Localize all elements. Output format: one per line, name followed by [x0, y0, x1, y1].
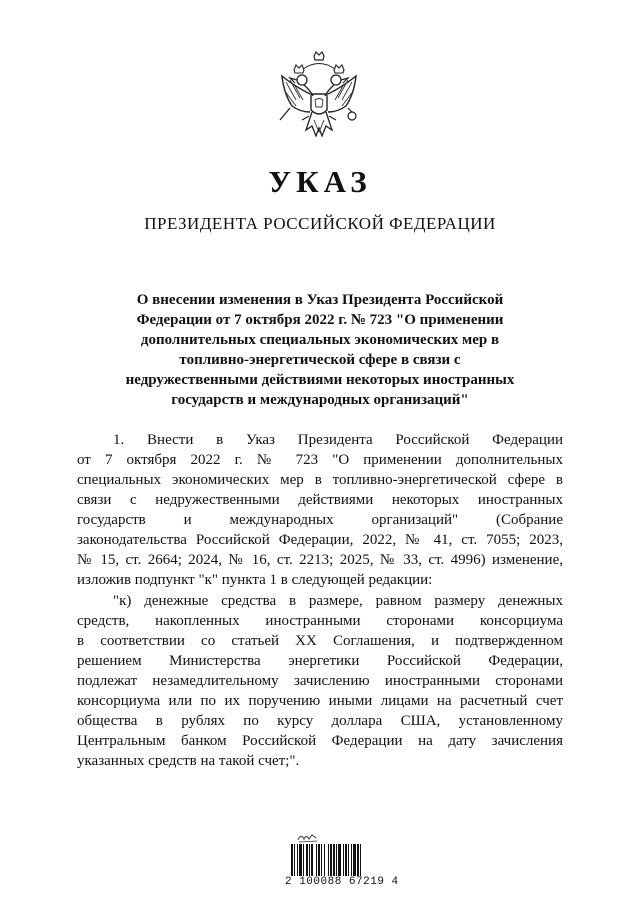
barcode-bar	[330, 844, 332, 876]
body-line: указанных средств на такой счет;".	[77, 753, 300, 769]
barcode-bar	[328, 844, 329, 876]
barcode-bar	[311, 844, 313, 876]
body-line: специальных экономических мер в топливно-энергетической сфере в	[77, 472, 563, 488]
barcode-bar	[324, 844, 325, 876]
barcode-bar	[348, 844, 349, 876]
body-line: решением Министерства энергетики Российской Федерации,	[77, 653, 563, 669]
heading-line: О внесении изменения в Указ Президента Российской	[136, 292, 504, 308]
barcode-bar	[299, 844, 302, 876]
heading-line: Федерации от 7 октября 2022 г. № 723 "О применении	[136, 312, 504, 328]
barcode-bar	[338, 844, 341, 876]
document-heading	[100, 290, 540, 410]
barcode-bar	[351, 844, 352, 876]
barcode-bar	[360, 844, 361, 876]
barcode-bar	[291, 844, 293, 876]
heading-line: недружественными действиями некоторых иностранных	[125, 372, 515, 388]
barcode-number: 2 100088 67219 4	[285, 876, 399, 888]
barcode-bar	[353, 844, 356, 876]
barcode-icon	[291, 844, 363, 876]
body-line: государств и международных организаций" (Собрание	[77, 512, 563, 528]
body-line: связи с недружественными действиями некоторых иностранных	[77, 492, 563, 508]
barcode-bar	[345, 844, 347, 876]
barcode-bar	[336, 844, 337, 876]
body-line: в соответствии со статьей XX Соглашения, и подтвержденном	[77, 633, 563, 649]
body-line: "к) денежные средства в размере, равном размеру денежных	[113, 593, 563, 609]
barcode-bar	[303, 844, 304, 876]
barcode-bar	[316, 844, 317, 876]
document-title: УКАЗ	[268, 164, 372, 199]
body-line: общества в рублях по курсу доллара США, установленному	[77, 713, 563, 729]
body-line: Центральным банком Российской Федерации на дату зачисления	[77, 733, 563, 749]
barcode-bar	[309, 844, 310, 876]
body-line: 1. Внести в Указ Президента Российской Федерации	[113, 432, 563, 448]
heading-line: топливно-энергетической сфере в связи с	[179, 352, 461, 368]
body-line: изложив подпункт "к" пункта 1 в следующей редакции:	[77, 572, 433, 588]
barcode-bar	[318, 844, 320, 876]
body-line: от 7 октября 2022 г. № 723 "О применении дополнительных	[77, 452, 563, 468]
russian-coat-of-arms-icon	[276, 50, 362, 146]
heading-line: дополнительных специальных экономических мер в	[140, 332, 500, 348]
body-line: средств, накопленных иностранными сторонами консорциума	[77, 613, 563, 629]
paragraph-2	[77, 591, 563, 771]
barcode-bar	[333, 844, 335, 876]
barcode-bar	[343, 844, 344, 876]
barcode-bar	[297, 844, 298, 876]
barcode-bar	[306, 844, 308, 876]
body-line: консорциума или по их поручению иными лицами на расчетный счет	[77, 693, 563, 709]
body-line: № 15, ст. 2664; 2024, № 16, ст. 2213; 2025, № 33, ст. 4996) изменение,	[77, 552, 563, 568]
barcode-bar	[321, 844, 322, 876]
registration-mark-icon	[296, 830, 320, 844]
body-line: подлежат незамедлительному зачислению иностранными сторонами	[77, 673, 563, 689]
document-subtitle: ПРЕЗИДЕНТА РОССИЙСКОЙ ФЕДЕРАЦИИ	[144, 214, 496, 233]
barcode-bar	[357, 844, 359, 876]
barcode-bar	[294, 844, 295, 876]
document-body	[77, 430, 563, 771]
heading-line: государств и международных организаций"	[171, 392, 469, 408]
body-line: законодательства Российской Федерации, 2022, № 41, ст. 7055; 2023,	[77, 532, 563, 548]
paragraph-1	[77, 430, 563, 590]
